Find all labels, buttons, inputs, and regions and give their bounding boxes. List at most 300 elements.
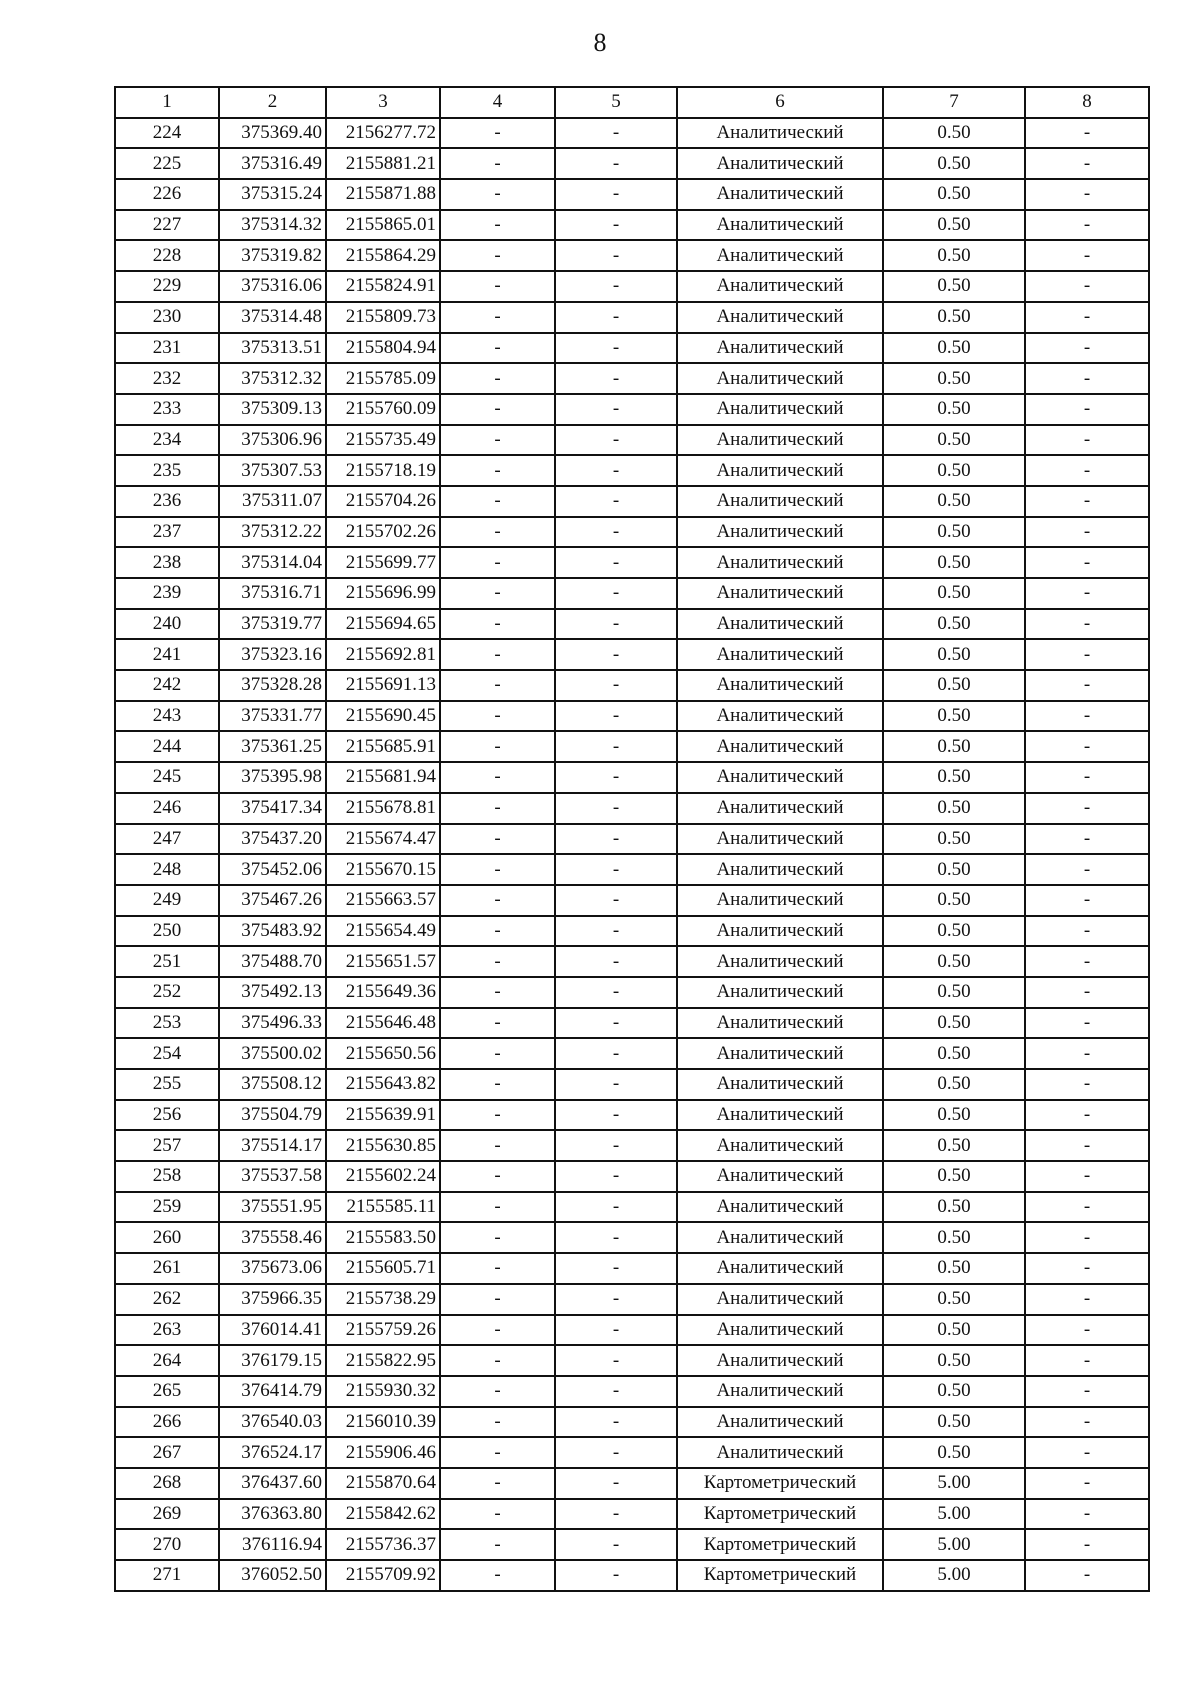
method-cell: Аналитический (677, 1008, 883, 1039)
col4-cell: - (440, 333, 555, 364)
accuracy-cell: 0.50 (883, 1130, 1025, 1161)
accuracy-cell: 0.50 (883, 1345, 1025, 1376)
point-number-cell: 258 (115, 1161, 219, 1192)
y-coordinate-cell: 2156010.39 (326, 1407, 440, 1438)
col4-cell: - (440, 1315, 555, 1346)
x-coordinate-cell: 375319.77 (219, 609, 326, 640)
y-coordinate-cell: 2155696.99 (326, 578, 440, 609)
col8-cell: - (1025, 1038, 1149, 1069)
col4-cell: - (440, 1161, 555, 1192)
col8-cell: - (1025, 1100, 1149, 1131)
method-cell: Аналитический (677, 179, 883, 210)
accuracy-cell: 0.50 (883, 1161, 1025, 1192)
col5-cell: - (555, 333, 677, 364)
point-number-cell: 271 (115, 1560, 219, 1591)
table-row (115, 333, 1149, 364)
x-coordinate-cell: 375314.32 (219, 210, 326, 241)
table-row (115, 271, 1149, 302)
point-number-cell: 247 (115, 824, 219, 855)
col8-cell: - (1025, 302, 1149, 333)
column-header-1: 1 (115, 87, 219, 118)
accuracy-cell: 0.50 (883, 916, 1025, 947)
accuracy-cell: 0.50 (883, 333, 1025, 364)
method-cell: Аналитический (677, 1038, 883, 1069)
accuracy-cell: 0.50 (883, 946, 1025, 977)
col5-cell: - (555, 701, 677, 732)
col8-cell: - (1025, 1407, 1149, 1438)
x-coordinate-cell: 375307.53 (219, 455, 326, 486)
point-number-cell: 230 (115, 302, 219, 333)
y-coordinate-cell: 2155630.85 (326, 1130, 440, 1161)
col5-cell: - (555, 1069, 677, 1100)
col8-cell: - (1025, 609, 1149, 640)
accuracy-cell: 0.50 (883, 486, 1025, 517)
point-number-cell: 231 (115, 333, 219, 364)
col5-cell: - (555, 1499, 677, 1530)
col8-cell: - (1025, 854, 1149, 885)
table-row (115, 1161, 1149, 1192)
col5-cell: - (555, 1161, 677, 1192)
col8-cell: - (1025, 1192, 1149, 1223)
method-cell: Аналитический (677, 394, 883, 425)
table-row (115, 977, 1149, 1008)
col8-cell: - (1025, 148, 1149, 179)
accuracy-cell: 5.00 (883, 1499, 1025, 1530)
method-cell: Аналитический (677, 946, 883, 977)
col8-cell: - (1025, 946, 1149, 977)
y-coordinate-cell: 2156277.72 (326, 118, 440, 149)
method-cell: Аналитический (677, 762, 883, 793)
x-coordinate-cell: 375417.34 (219, 793, 326, 824)
x-coordinate-cell: 375316.06 (219, 271, 326, 302)
accuracy-cell: 0.50 (883, 1253, 1025, 1284)
y-coordinate-cell: 2155906.46 (326, 1437, 440, 1468)
col5-cell: - (555, 1284, 677, 1315)
accuracy-cell: 0.50 (883, 854, 1025, 885)
col4-cell: - (440, 1376, 555, 1407)
col5-cell: - (555, 1038, 677, 1069)
x-coordinate-cell: 376540.03 (219, 1407, 326, 1438)
x-coordinate-cell: 375311.07 (219, 486, 326, 517)
accuracy-cell: 0.50 (883, 762, 1025, 793)
col4-cell: - (440, 1069, 555, 1100)
table-row (115, 517, 1149, 548)
method-cell: Аналитический (677, 1192, 883, 1223)
col8-cell: - (1025, 1529, 1149, 1560)
method-cell: Аналитический (677, 271, 883, 302)
y-coordinate-cell: 2155735.49 (326, 425, 440, 456)
col8-cell: - (1025, 210, 1149, 241)
col8-cell: - (1025, 425, 1149, 456)
col4-cell: - (440, 1499, 555, 1530)
method-cell: Аналитический (677, 916, 883, 947)
table-row (115, 1222, 1149, 1253)
x-coordinate-cell: 375312.22 (219, 517, 326, 548)
table-row (115, 1253, 1149, 1284)
x-coordinate-cell: 375537.58 (219, 1161, 326, 1192)
table-row (115, 1130, 1149, 1161)
accuracy-cell: 0.50 (883, 394, 1025, 425)
method-cell: Аналитический (677, 578, 883, 609)
column-header-2: 2 (219, 87, 326, 118)
accuracy-cell: 0.50 (883, 609, 1025, 640)
y-coordinate-cell: 2155678.81 (326, 793, 440, 824)
y-coordinate-cell: 2155709.92 (326, 1560, 440, 1591)
table-row (115, 670, 1149, 701)
col5-cell: - (555, 210, 677, 241)
accuracy-cell: 0.50 (883, 793, 1025, 824)
point-number-cell: 235 (115, 455, 219, 486)
table-row (115, 547, 1149, 578)
method-cell: Аналитический (677, 425, 883, 456)
col4-cell: - (440, 455, 555, 486)
col4-cell: - (440, 1284, 555, 1315)
point-number-cell: 261 (115, 1253, 219, 1284)
point-number-cell: 227 (115, 210, 219, 241)
table-row (115, 824, 1149, 855)
accuracy-cell: 0.50 (883, 670, 1025, 701)
col5-cell: - (555, 148, 677, 179)
x-coordinate-cell: 375514.17 (219, 1130, 326, 1161)
point-number-cell: 256 (115, 1100, 219, 1131)
col8-cell: - (1025, 1130, 1149, 1161)
col8-cell: - (1025, 1222, 1149, 1253)
method-cell: Аналитический (677, 148, 883, 179)
y-coordinate-cell: 2155864.29 (326, 240, 440, 271)
method-cell: Аналитический (677, 1376, 883, 1407)
accuracy-cell: 0.50 (883, 1008, 1025, 1039)
col4-cell: - (440, 609, 555, 640)
accuracy-cell: 0.50 (883, 1437, 1025, 1468)
y-coordinate-cell: 2155760.09 (326, 394, 440, 425)
x-coordinate-cell: 375314.48 (219, 302, 326, 333)
col5-cell: - (555, 1192, 677, 1223)
x-coordinate-cell: 376014.41 (219, 1315, 326, 1346)
x-coordinate-cell: 375316.71 (219, 578, 326, 609)
accuracy-cell: 0.50 (883, 425, 1025, 456)
x-coordinate-cell: 375323.16 (219, 639, 326, 670)
col8-cell: - (1025, 578, 1149, 609)
point-number-cell: 268 (115, 1468, 219, 1499)
accuracy-cell: 0.50 (883, 1407, 1025, 1438)
accuracy-cell: 0.50 (883, 210, 1025, 241)
accuracy-cell: 0.50 (883, 578, 1025, 609)
x-coordinate-cell: 375673.06 (219, 1253, 326, 1284)
method-cell: Аналитический (677, 1130, 883, 1161)
point-number-cell: 270 (115, 1529, 219, 1560)
column-header-7: 7 (883, 87, 1025, 118)
col4-cell: - (440, 363, 555, 394)
table-row (115, 455, 1149, 486)
point-number-cell: 251 (115, 946, 219, 977)
col8-cell: - (1025, 762, 1149, 793)
table-row (115, 762, 1149, 793)
table-row (115, 639, 1149, 670)
point-number-cell: 262 (115, 1284, 219, 1315)
point-number-cell: 236 (115, 486, 219, 517)
x-coordinate-cell: 375369.40 (219, 118, 326, 149)
accuracy-cell: 0.50 (883, 1192, 1025, 1223)
col8-cell: - (1025, 639, 1149, 670)
x-coordinate-cell: 376179.15 (219, 1345, 326, 1376)
point-number-cell: 240 (115, 609, 219, 640)
col8-cell: - (1025, 333, 1149, 364)
col5-cell: - (555, 118, 677, 149)
table-row (115, 793, 1149, 824)
point-number-cell: 244 (115, 731, 219, 762)
accuracy-cell: 0.50 (883, 701, 1025, 732)
col5-cell: - (555, 1560, 677, 1591)
col4-cell: - (440, 578, 555, 609)
method-cell: Аналитический (677, 977, 883, 1008)
point-number-cell: 234 (115, 425, 219, 456)
method-cell: Аналитический (677, 363, 883, 394)
col4-cell: - (440, 885, 555, 916)
point-number-cell: 260 (115, 1222, 219, 1253)
method-cell: Аналитический (677, 609, 883, 640)
col8-cell: - (1025, 118, 1149, 149)
x-coordinate-cell: 375504.79 (219, 1100, 326, 1131)
col8-cell: - (1025, 517, 1149, 548)
col4-cell: - (440, 210, 555, 241)
point-number-cell: 269 (115, 1499, 219, 1530)
accuracy-cell: 0.50 (883, 1100, 1025, 1131)
table-row (115, 1345, 1149, 1376)
col8-cell: - (1025, 271, 1149, 302)
x-coordinate-cell: 375467.26 (219, 885, 326, 916)
point-number-cell: 248 (115, 854, 219, 885)
table-row (115, 1069, 1149, 1100)
x-coordinate-cell: 375306.96 (219, 425, 326, 456)
point-number-cell: 257 (115, 1130, 219, 1161)
method-cell: Аналитический (677, 455, 883, 486)
method-cell: Аналитический (677, 118, 883, 149)
point-number-cell: 238 (115, 547, 219, 578)
col8-cell: - (1025, 885, 1149, 916)
table-row (115, 854, 1149, 885)
table-row (115, 1192, 1149, 1223)
y-coordinate-cell: 2155691.13 (326, 670, 440, 701)
table-row (115, 946, 1149, 977)
point-number-cell: 245 (115, 762, 219, 793)
x-coordinate-cell: 376414.79 (219, 1376, 326, 1407)
point-number-cell: 253 (115, 1008, 219, 1039)
col5-cell: - (555, 1407, 677, 1438)
y-coordinate-cell: 2155785.09 (326, 363, 440, 394)
col4-cell: - (440, 670, 555, 701)
col4-cell: - (440, 148, 555, 179)
col5-cell: - (555, 455, 677, 486)
method-cell: Аналитический (677, 517, 883, 548)
y-coordinate-cell: 2155674.47 (326, 824, 440, 855)
col5-cell: - (555, 1376, 677, 1407)
point-number-cell: 241 (115, 639, 219, 670)
col5-cell: - (555, 1315, 677, 1346)
col4-cell: - (440, 701, 555, 732)
col5-cell: - (555, 1529, 677, 1560)
col8-cell: - (1025, 1161, 1149, 1192)
method-cell: Аналитический (677, 547, 883, 578)
x-coordinate-cell: 375496.33 (219, 1008, 326, 1039)
col4-cell: - (440, 1345, 555, 1376)
method-cell: Аналитический (677, 210, 883, 241)
method-cell: Аналитический (677, 486, 883, 517)
point-number-cell: 266 (115, 1407, 219, 1438)
col8-cell: - (1025, 1345, 1149, 1376)
x-coordinate-cell: 375316.49 (219, 148, 326, 179)
x-coordinate-cell: 375551.95 (219, 1192, 326, 1223)
col8-cell: - (1025, 1315, 1149, 1346)
col8-cell: - (1025, 977, 1149, 1008)
x-coordinate-cell: 375452.06 (219, 854, 326, 885)
method-cell: Картометрический (677, 1529, 883, 1560)
x-coordinate-cell: 376363.80 (219, 1499, 326, 1530)
table-row (115, 240, 1149, 271)
col5-cell: - (555, 1008, 677, 1039)
col4-cell: - (440, 271, 555, 302)
col5-cell: - (555, 1100, 677, 1131)
accuracy-cell: 0.50 (883, 731, 1025, 762)
method-cell: Аналитический (677, 333, 883, 364)
table-row (115, 1315, 1149, 1346)
point-number-cell: 237 (115, 517, 219, 548)
table-row (115, 363, 1149, 394)
col8-cell: - (1025, 1069, 1149, 1100)
y-coordinate-cell: 2155681.94 (326, 762, 440, 793)
x-coordinate-cell: 375361.25 (219, 731, 326, 762)
col4-cell: - (440, 547, 555, 578)
x-coordinate-cell: 375313.51 (219, 333, 326, 364)
point-number-cell: 264 (115, 1345, 219, 1376)
col5-cell: - (555, 762, 677, 793)
point-number-cell: 225 (115, 148, 219, 179)
col8-cell: - (1025, 547, 1149, 578)
y-coordinate-cell: 2155738.29 (326, 1284, 440, 1315)
y-coordinate-cell: 2155704.26 (326, 486, 440, 517)
col5-cell: - (555, 731, 677, 762)
table-row (115, 1529, 1149, 1560)
x-coordinate-cell: 375558.46 (219, 1222, 326, 1253)
y-coordinate-cell: 2155650.56 (326, 1038, 440, 1069)
table-row (115, 1100, 1149, 1131)
table-row (115, 701, 1149, 732)
y-coordinate-cell: 2155759.26 (326, 1315, 440, 1346)
y-coordinate-cell: 2155643.82 (326, 1069, 440, 1100)
accuracy-cell: 0.50 (883, 1038, 1025, 1069)
method-cell: Аналитический (677, 1222, 883, 1253)
y-coordinate-cell: 2155736.37 (326, 1529, 440, 1560)
method-cell: Аналитический (677, 1315, 883, 1346)
x-coordinate-cell: 375314.04 (219, 547, 326, 578)
accuracy-cell: 0.50 (883, 1315, 1025, 1346)
column-header-6: 6 (677, 87, 883, 118)
y-coordinate-cell: 2155809.73 (326, 302, 440, 333)
x-coordinate-cell: 375309.13 (219, 394, 326, 425)
point-number-cell: 243 (115, 701, 219, 732)
y-coordinate-cell: 2155842.62 (326, 1499, 440, 1530)
col4-cell: - (440, 302, 555, 333)
col8-cell: - (1025, 455, 1149, 486)
coordinates-table-container (114, 86, 1148, 1592)
point-number-cell: 259 (115, 1192, 219, 1223)
method-cell: Картометрический (677, 1468, 883, 1499)
x-coordinate-cell: 375508.12 (219, 1069, 326, 1100)
col4-cell: - (440, 240, 555, 271)
accuracy-cell: 5.00 (883, 1560, 1025, 1591)
x-coordinate-cell: 375437.20 (219, 824, 326, 855)
col4-cell: - (440, 793, 555, 824)
point-number-cell: 242 (115, 670, 219, 701)
accuracy-cell: 0.50 (883, 271, 1025, 302)
col4-cell: - (440, 824, 555, 855)
table-row (115, 731, 1149, 762)
x-coordinate-cell: 375395.98 (219, 762, 326, 793)
accuracy-cell: 0.50 (883, 148, 1025, 179)
method-cell: Картометрический (677, 1560, 883, 1591)
table-row (115, 302, 1149, 333)
x-coordinate-cell: 375328.28 (219, 670, 326, 701)
table-row (115, 578, 1149, 609)
y-coordinate-cell: 2155699.77 (326, 547, 440, 578)
col4-cell: - (440, 1038, 555, 1069)
accuracy-cell: 0.50 (883, 363, 1025, 394)
x-coordinate-cell: 375312.32 (219, 363, 326, 394)
col5-cell: - (555, 854, 677, 885)
col5-cell: - (555, 302, 677, 333)
col4-cell: - (440, 425, 555, 456)
col4-cell: - (440, 1253, 555, 1284)
col4-cell: - (440, 1100, 555, 1131)
y-coordinate-cell: 2155654.49 (326, 916, 440, 947)
col8-cell: - (1025, 670, 1149, 701)
col8-cell: - (1025, 1468, 1149, 1499)
col8-cell: - (1025, 1499, 1149, 1530)
accuracy-cell: 0.50 (883, 977, 1025, 1008)
col8-cell: - (1025, 394, 1149, 425)
col5-cell: - (555, 1222, 677, 1253)
table-row (115, 1560, 1149, 1591)
column-header-8: 8 (1025, 87, 1149, 118)
col5-cell: - (555, 1468, 677, 1499)
col4-cell: - (440, 977, 555, 1008)
point-number-cell: 226 (115, 179, 219, 210)
col5-cell: - (555, 1437, 677, 1468)
point-number-cell: 255 (115, 1069, 219, 1100)
x-coordinate-cell: 376116.94 (219, 1529, 326, 1560)
col4-cell: - (440, 1437, 555, 1468)
col4-cell: - (440, 1529, 555, 1560)
col4-cell: - (440, 394, 555, 425)
point-number-cell: 254 (115, 1038, 219, 1069)
point-number-cell: 265 (115, 1376, 219, 1407)
col4-cell: - (440, 486, 555, 517)
x-coordinate-cell: 375492.13 (219, 977, 326, 1008)
method-cell: Аналитический (677, 302, 883, 333)
accuracy-cell: 0.50 (883, 240, 1025, 271)
col4-cell: - (440, 946, 555, 977)
col5-cell: - (555, 609, 677, 640)
col5-cell: - (555, 425, 677, 456)
accuracy-cell: 0.50 (883, 1069, 1025, 1100)
y-coordinate-cell: 2155930.32 (326, 1376, 440, 1407)
y-coordinate-cell: 2155702.26 (326, 517, 440, 548)
point-number-cell: 263 (115, 1315, 219, 1346)
y-coordinate-cell: 2155804.94 (326, 333, 440, 364)
col8-cell: - (1025, 363, 1149, 394)
table-body (115, 118, 1149, 1591)
page-number: 8 (593, 28, 607, 57)
y-coordinate-cell: 2155824.91 (326, 271, 440, 302)
